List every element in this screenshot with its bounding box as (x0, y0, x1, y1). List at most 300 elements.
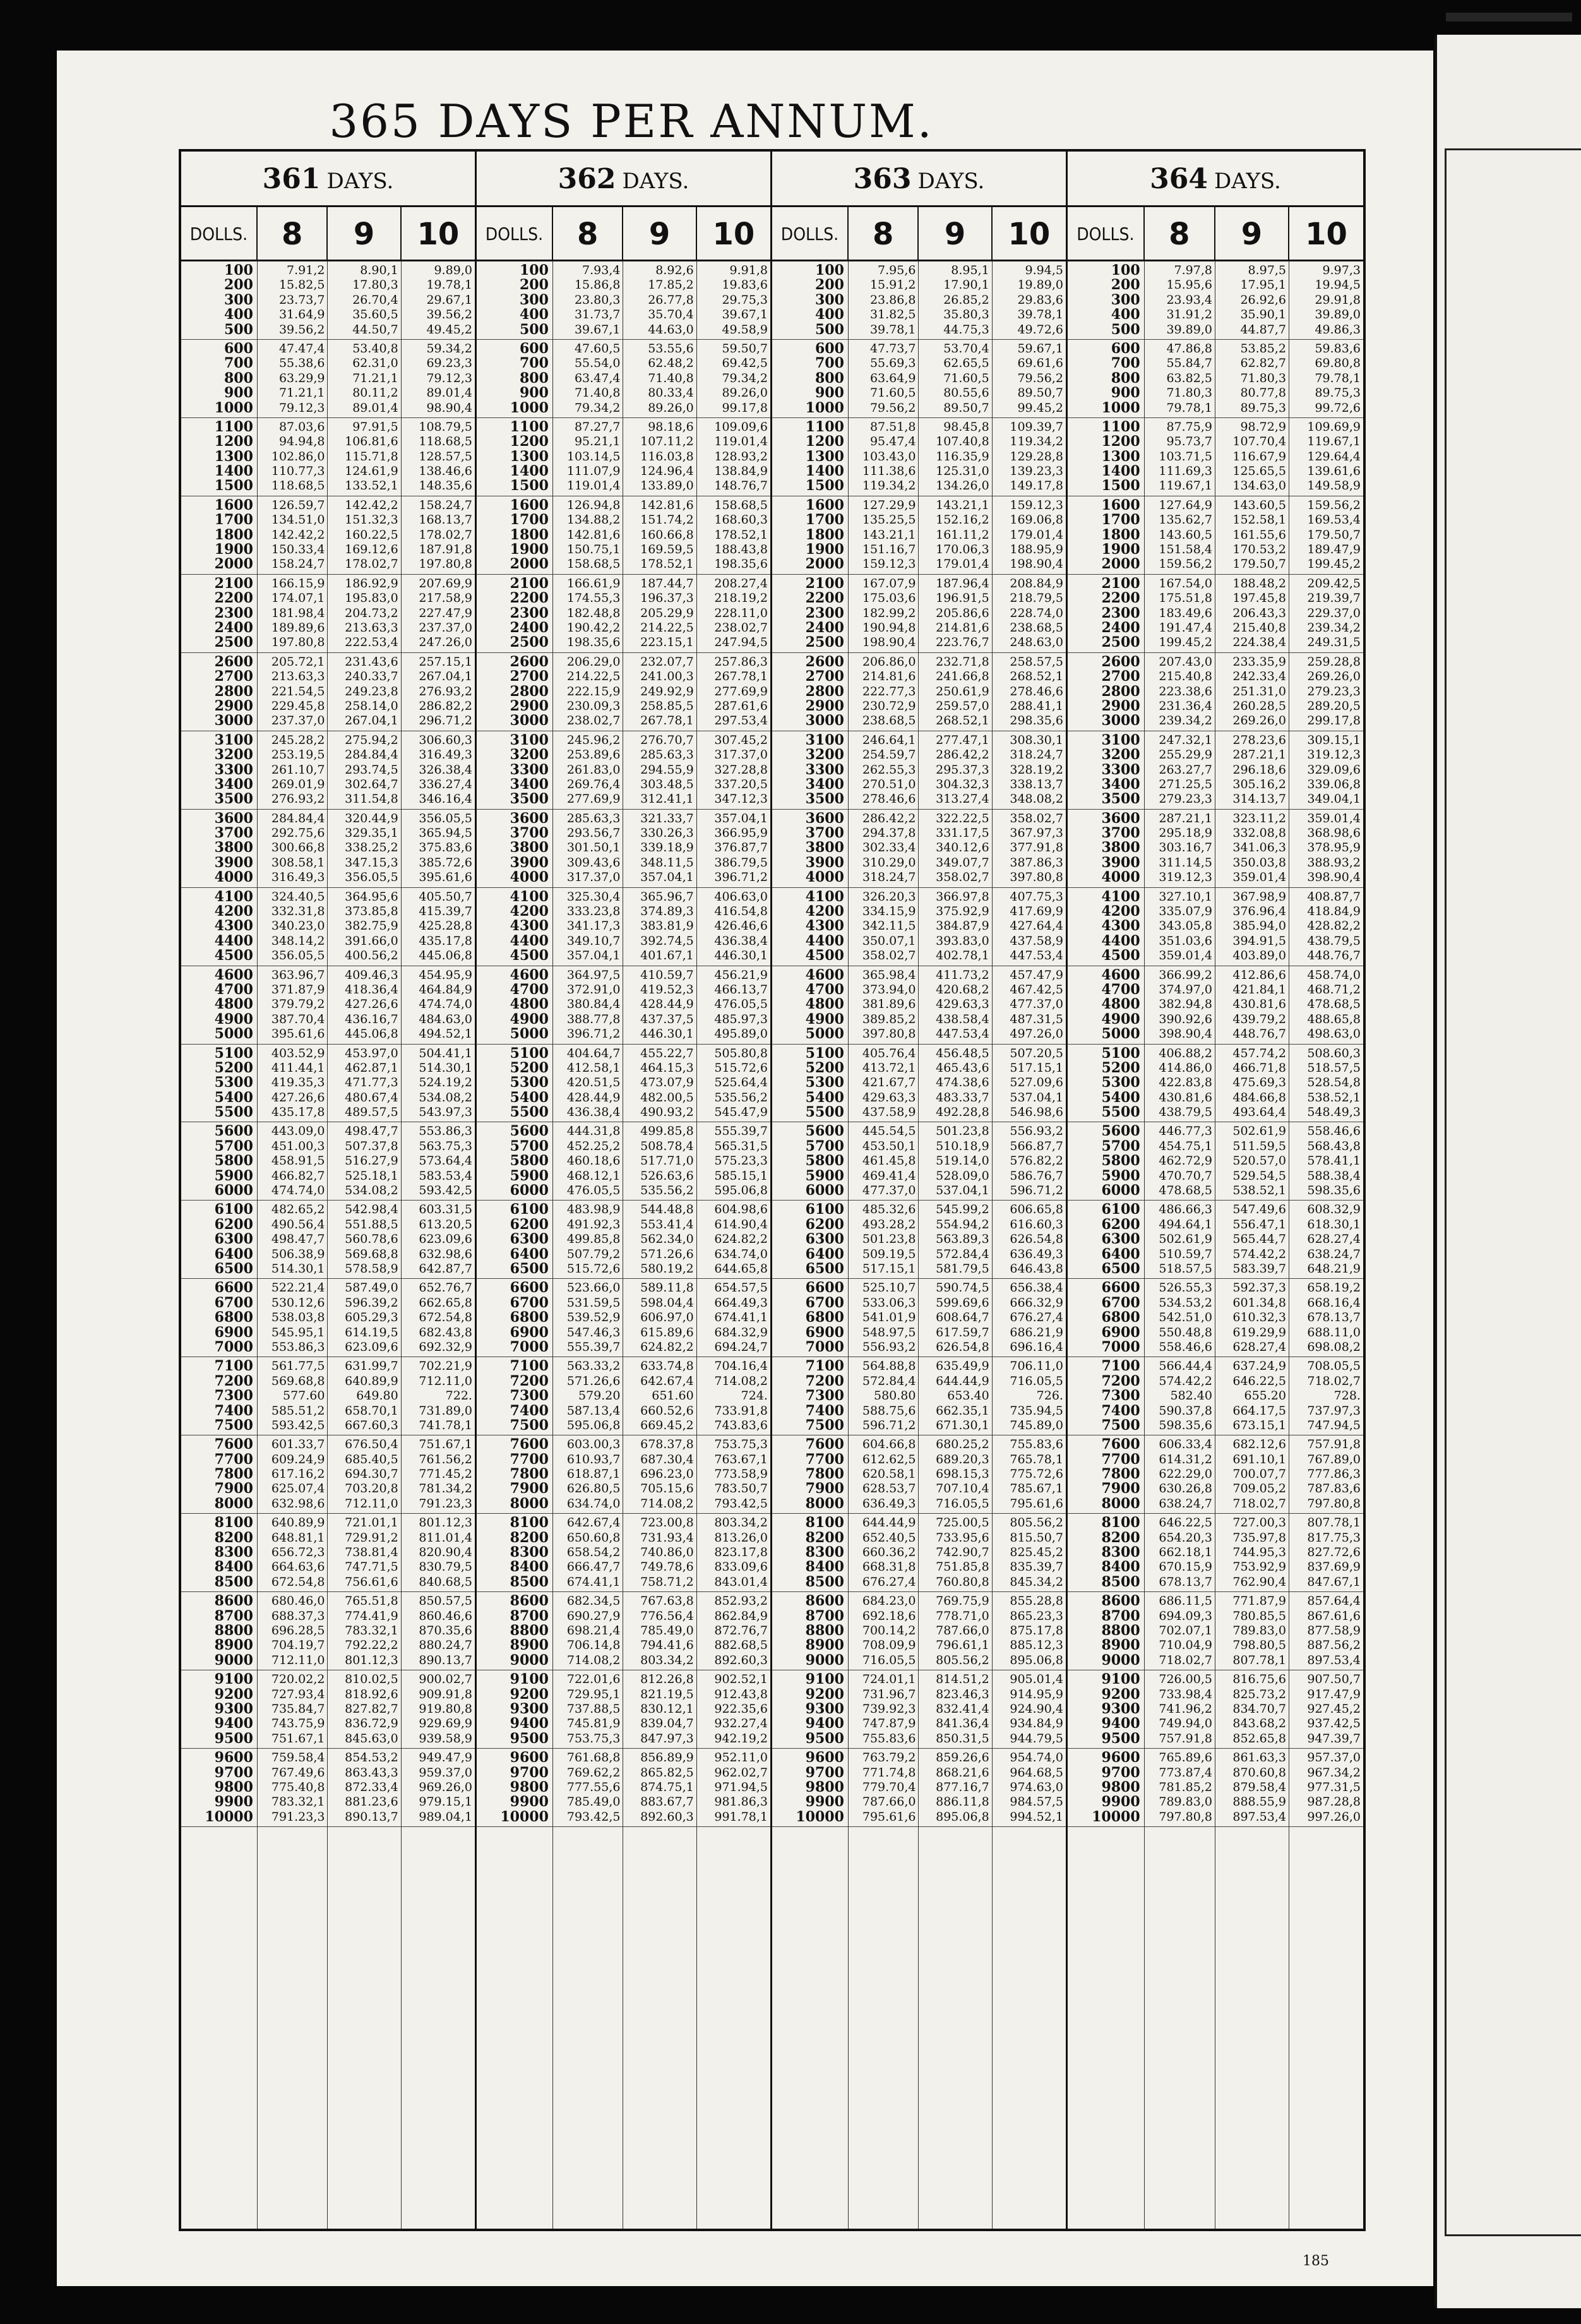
row-group (1145, 418, 1215, 496)
interest-value: 430.81,6 (1232, 997, 1286, 1012)
row-group (328, 653, 400, 731)
dollar-amount: 4700 (1101, 982, 1140, 998)
interest-value: 724. (741, 1389, 768, 1403)
dollar-amount: 7900 (510, 1482, 549, 1497)
interest-value: 678.13,7 (1307, 1310, 1361, 1325)
dollar-amount: 1300 (510, 449, 549, 465)
dollar-amount: 5300 (1101, 1075, 1140, 1091)
dollar-amount: 6900 (805, 1325, 844, 1340)
interest-value: 160.22,5 (345, 527, 398, 542)
interest-value: 555.39,7 (566, 1339, 621, 1354)
interest-value: 716.05,5 (936, 1496, 989, 1511)
interest-value: 63.47,4 (574, 371, 621, 385)
interest-value: 267.78,1 (714, 669, 768, 684)
interest-value: 485.97,3 (714, 1012, 768, 1026)
interest-value: 429.63,3 (862, 1090, 916, 1105)
row-group (553, 1514, 623, 1592)
interest-value: 840.68,5 (419, 1574, 472, 1589)
dollar-amount: 2600 (214, 654, 253, 670)
interest-value: 942.19,2 (714, 1731, 768, 1746)
dollar-amount: 3400 (805, 777, 844, 793)
interest-value: 109.39,7 (1010, 419, 1063, 434)
row-group (402, 1592, 475, 1670)
interest-value: 678.13,7 (1159, 1574, 1212, 1589)
interest-value: 135.25,5 (862, 513, 916, 527)
row-group (919, 1122, 991, 1201)
dollar-amount: 8600 (510, 1594, 549, 1609)
interest-value: 798.80,5 (1232, 1638, 1286, 1653)
interest-value: 556.93,2 (862, 1339, 916, 1354)
interest-value: 566.44,4 (1159, 1359, 1212, 1374)
interest-value: 761.68,8 (566, 1751, 621, 1765)
dollar-amount: 9600 (805, 1751, 844, 1766)
interest-value: 326.38,4 (419, 762, 472, 777)
interest-value: 738.81,4 (345, 1545, 398, 1560)
interest-value: 534.08,2 (419, 1090, 472, 1105)
interest-value: 304.32,3 (936, 777, 989, 791)
row-group (1068, 575, 1144, 653)
interest-value: 301.50,1 (566, 841, 621, 855)
interest-value: 44.63,0 (648, 322, 694, 337)
interest-value: 348.14,2 (271, 933, 325, 948)
interest-value: 709.05,2 (1232, 1482, 1286, 1496)
dollar-amount: 6800 (510, 1310, 549, 1326)
dollar-amount: 1400 (805, 464, 844, 479)
row-group (919, 888, 991, 966)
interest-value: 548.97,5 (862, 1325, 916, 1339)
interest-value: 63.82,5 (1166, 371, 1212, 385)
row-group (772, 653, 848, 731)
interest-value: 735.94,5 (1010, 1403, 1063, 1418)
interest-value: 307.45,2 (714, 733, 768, 747)
row-group (772, 418, 848, 496)
interest-value: 170.06,3 (936, 542, 989, 557)
interest-value: 458.74,0 (1307, 967, 1361, 982)
interest-value: 69.61,6 (1017, 356, 1063, 371)
interest-value: 411.73,2 (936, 967, 989, 982)
row-group (623, 888, 696, 966)
interest-value: 656.38,4 (1010, 1281, 1063, 1295)
interest-value: 817.75,3 (1307, 1530, 1361, 1545)
interest-value: 580.80 (874, 1389, 916, 1403)
interest-value: 662.35,1 (936, 1403, 989, 1418)
interest-value: 357.04,1 (566, 949, 621, 963)
interest-value: 448.76,7 (1307, 949, 1361, 963)
dollar-amount: 9600 (1101, 1751, 1140, 1766)
interest-value: 803.34,2 (640, 1653, 694, 1667)
dollar-amount: 1600 (805, 498, 844, 513)
interest-value: 823.46,3 (936, 1687, 989, 1701)
row-group (1145, 1749, 1215, 1827)
row-group (553, 340, 623, 418)
interest-value: 26.77,8 (648, 292, 694, 307)
dollar-amount: 3500 (1101, 792, 1140, 807)
interest-value: 53.85,2 (1240, 341, 1286, 356)
interest-value: 62.65,5 (943, 356, 989, 371)
interest-value: 363.96,7 (271, 967, 325, 982)
interest-value: 7.97,8 (1174, 263, 1212, 277)
interest-value: 340.23,0 (271, 919, 325, 933)
interest-value: 735.84,7 (271, 1701, 325, 1716)
dollar-amount: 7800 (1101, 1467, 1140, 1482)
dollar-amount: 2400 (214, 620, 253, 636)
interest-value: 765.51,8 (345, 1594, 398, 1608)
dollar-amount: 6700 (805, 1295, 844, 1311)
row-group (1068, 1122, 1144, 1201)
rate-header: 8 (258, 207, 328, 260)
interest-value: 702.21,9 (419, 1359, 472, 1374)
dollar-amount: 1900 (805, 542, 844, 558)
interest-value: 237.37,0 (419, 620, 472, 635)
interest-value: 771.87,9 (1232, 1594, 1286, 1608)
dollar-amount: 700 (224, 356, 253, 371)
interest-value: 468.12,1 (566, 1168, 621, 1183)
dollar-amount: 7600 (1101, 1437, 1140, 1452)
interest-value: 733.98,4 (1159, 1687, 1212, 1701)
dollar-amount: 8500 (1101, 1574, 1140, 1590)
interest-value: 106.81,6 (345, 434, 398, 449)
dollar-amount: 3600 (1101, 811, 1140, 827)
dollar-amount: 5100 (214, 1046, 253, 1061)
dollar-amount: 7400 (510, 1403, 549, 1418)
dollar-amount: 8500 (805, 1574, 844, 1590)
interest-value: 324.40,5 (271, 889, 325, 904)
interest-value: 49.58,9 (722, 322, 768, 337)
row-group (993, 1279, 1066, 1357)
interest-value: 286.42,2 (862, 811, 916, 825)
row-group (553, 1279, 623, 1357)
interest-value: 590.74,5 (936, 1281, 989, 1295)
interest-value: 59.67,1 (1017, 341, 1063, 356)
interest-value: 648.81,1 (271, 1530, 325, 1545)
interest-value: 320.44,9 (345, 811, 398, 825)
row-group (258, 731, 328, 810)
dollar-amount: 8800 (1101, 1623, 1140, 1639)
interest-value: 724.01,1 (862, 1672, 916, 1687)
interest-value: 528.09,0 (936, 1168, 989, 1183)
interest-value: 997.26,0 (1307, 1809, 1361, 1824)
interest-value: 268.52,1 (1010, 669, 1063, 684)
interest-value: 89.50,7 (1017, 386, 1063, 400)
dollar-amount: 2000 (214, 557, 253, 572)
interest-value: 465.43,6 (936, 1060, 989, 1075)
interest-value: 587.49,0 (345, 1281, 398, 1295)
interest-value: 558.46,6 (1159, 1339, 1212, 1354)
row-group (553, 418, 623, 496)
dollar-amount: 8000 (214, 1496, 253, 1512)
rate-header: 8 (553, 207, 624, 260)
interest-value: 515.72,6 (714, 1060, 768, 1075)
row-group (402, 1045, 475, 1123)
interest-value: 927.45,2 (1307, 1701, 1361, 1716)
interest-value: 31.82,5 (869, 308, 916, 322)
interest-value: 868.21,6 (936, 1765, 989, 1780)
dollar-amount: 6200 (1101, 1217, 1140, 1233)
interest-value: 182.48,8 (566, 606, 621, 620)
dollar-amount: 1400 (1101, 464, 1140, 479)
interest-value: 630.26,8 (1159, 1482, 1212, 1496)
interest-value: 213.63,3 (271, 669, 325, 684)
dollar-amount: 2000 (1101, 557, 1140, 572)
interest-value: 341.06,3 (1232, 841, 1286, 855)
interest-value: 29.91,8 (1315, 292, 1361, 307)
row-group (477, 1201, 552, 1279)
interest-value: 626.80,5 (566, 1482, 621, 1496)
interest-value: 190.42,2 (566, 620, 621, 635)
interest-value: 725.00,5 (936, 1516, 989, 1530)
days-block-363 (772, 152, 1068, 2229)
row-group (697, 810, 770, 888)
row-group (402, 1749, 475, 1827)
interest-value: 556.47,1 (1232, 1217, 1286, 1231)
dollar-amount: 5100 (805, 1046, 844, 1061)
interest-value: 634.74,0 (714, 1247, 768, 1261)
interest-value: 300.66,8 (271, 841, 325, 855)
dollar-amount: 700 (1111, 356, 1140, 371)
dollar-amount: 2500 (214, 635, 253, 650)
interest-value: 178.52,1 (640, 557, 694, 572)
interest-value: 474.38,6 (936, 1075, 989, 1090)
row-group (402, 1201, 475, 1279)
row-group (181, 1670, 257, 1749)
interest-value: 55.54,0 (574, 356, 621, 371)
interest-value: 850.31,5 (936, 1731, 989, 1746)
row-group (1068, 966, 1144, 1045)
interest-value: 323.11,2 (1232, 811, 1286, 825)
interest-value: 676.27,4 (862, 1574, 916, 1589)
interest-value: 436.16,7 (345, 1012, 398, 1026)
interest-value: 404.64,7 (566, 1046, 621, 1060)
dollar-amount: 8700 (805, 1608, 844, 1624)
interest-value: 341.17,3 (566, 919, 621, 933)
interest-value: 632.98,6 (419, 1247, 472, 1261)
interest-value: 97.91,5 (352, 419, 398, 434)
interest-value: 617.16,2 (271, 1467, 325, 1482)
interest-value: 394.91,5 (1232, 933, 1286, 948)
row-group (993, 653, 1066, 731)
interest-value: 29.75,3 (722, 292, 768, 307)
interest-value: 119.01,4 (566, 479, 621, 493)
interest-value: 475.69,3 (1232, 1075, 1286, 1090)
interest-value: 696.23,0 (640, 1467, 694, 1482)
interest-value: 718.02,7 (1232, 1496, 1286, 1511)
interest-value: 574.42,2 (1232, 1247, 1286, 1261)
interest-value: 214.81,6 (862, 669, 916, 684)
interest-value: 331.17,5 (936, 826, 989, 841)
interest-value: 783.32,1 (345, 1623, 398, 1638)
dollar-amount: 8000 (510, 1496, 549, 1512)
dollar-amount: 9800 (805, 1780, 844, 1795)
interest-value: 435.17,8 (271, 1105, 325, 1120)
row-group (402, 966, 475, 1045)
interest-value: 373.85,8 (345, 904, 398, 919)
interest-value: 447.53,4 (1010, 949, 1063, 963)
interest-value: 582.40 (1170, 1389, 1212, 1403)
interest-value: 596.71,2 (862, 1418, 916, 1432)
interest-value: 696.28,5 (271, 1623, 325, 1638)
interest-value: 419.35,3 (271, 1075, 325, 1090)
interest-value: 445.54,5 (862, 1124, 916, 1139)
interest-value: 99.45,2 (1017, 400, 1063, 415)
interest-value: 127.29,9 (862, 498, 916, 512)
row-group (623, 1670, 696, 1749)
row-group (1145, 261, 1215, 340)
row-group (553, 1749, 623, 1827)
dollar-amount: 5500 (1101, 1105, 1140, 1120)
interest-value: 862.84,9 (714, 1608, 768, 1623)
interest-value: 213.63,3 (345, 620, 398, 635)
interest-value: 17.95,1 (1240, 278, 1286, 292)
interest-value: 510.59,7 (1159, 1247, 1212, 1261)
interest-value: 571.26,6 (640, 1247, 694, 1261)
interest-value: 150.33,4 (271, 542, 325, 557)
dollar-amount: 3000 (510, 714, 549, 729)
interest-value: 686.11,5 (1159, 1594, 1212, 1608)
dollar-amount: 2700 (214, 669, 253, 685)
interest-value: 167.54,0 (1159, 576, 1212, 590)
interest-value: 569.68,8 (271, 1374, 325, 1388)
dollar-amount: 1000 (805, 400, 844, 416)
row-group (623, 418, 696, 496)
interest-value: 454.75,1 (1159, 1139, 1212, 1153)
dollar-amount: 3200 (214, 748, 253, 763)
row-group (328, 1670, 400, 1749)
dollar-amount: 4200 (1101, 904, 1140, 919)
dollar-amount: 2400 (510, 620, 549, 636)
interest-value: 704.19,7 (271, 1638, 325, 1653)
interest-value: 152.58,1 (1232, 513, 1286, 527)
dollar-amount: 8300 (510, 1545, 549, 1560)
row-group (1289, 1592, 1363, 1670)
interest-value: 247.32,1 (1159, 733, 1212, 747)
interest-value: 444.31,8 (566, 1124, 621, 1139)
interest-value: 658.70,1 (345, 1403, 398, 1418)
dollar-amount: 300 (1111, 292, 1140, 308)
interest-value: 528.54,8 (1307, 1075, 1361, 1090)
interest-value: 457.74,2 (1232, 1046, 1286, 1060)
interest-value: 562.34,0 (640, 1232, 694, 1247)
interest-value: 98.45,8 (943, 419, 989, 434)
interest-value: 312.41,1 (640, 792, 694, 806)
dollar-amount: 1600 (214, 498, 253, 513)
interest-value: 795.61,6 (862, 1809, 916, 1824)
dollar-amount: 7000 (214, 1339, 253, 1355)
interest-value: 696.16,4 (1010, 1339, 1063, 1354)
interest-value: 905.01,4 (1010, 1672, 1063, 1687)
row-group (1068, 1514, 1144, 1592)
row-group (849, 810, 919, 888)
interest-value: 414.86,0 (1159, 1060, 1212, 1075)
row-group (697, 418, 770, 496)
interest-value: 660.36,2 (862, 1545, 916, 1560)
dollar-amount: 3300 (510, 762, 549, 777)
row-group (697, 1435, 770, 1514)
row-group (328, 1435, 400, 1514)
interest-value: 464.15,3 (640, 1060, 694, 1075)
interest-value: 175.03,6 (862, 591, 916, 606)
interest-value: 815.50,7 (1010, 1530, 1063, 1545)
dollar-amount: 3500 (214, 792, 253, 807)
dollar-amount: 1900 (510, 542, 549, 558)
interest-value: 637.24,9 (1232, 1359, 1286, 1374)
block-title (477, 152, 770, 207)
row-group (258, 1749, 328, 1827)
interest-value: 278.46,6 (1010, 684, 1063, 698)
row-group (993, 1122, 1066, 1201)
dollar-amount: 2500 (1101, 635, 1140, 650)
dollar-amount: 6100 (805, 1202, 844, 1218)
dollar-amount: 5800 (1101, 1154, 1140, 1169)
dollar-amount: 100 (1111, 263, 1140, 279)
interest-value: 261.10,7 (271, 762, 325, 777)
dollar-amount: 7600 (510, 1437, 549, 1452)
dollar-amount: 6700 (510, 1295, 549, 1311)
interest-value: 548.49,3 (1307, 1105, 1361, 1120)
dollar-amount: 5400 (214, 1090, 253, 1106)
dollar-amount: 500 (224, 322, 253, 337)
interest-value: 276.70,7 (640, 733, 694, 747)
row-group (402, 340, 475, 418)
interest-value: 763.67,1 (714, 1452, 768, 1466)
interest-value: 546.98,6 (1010, 1105, 1063, 1120)
interest-value: 964.68,5 (1010, 1765, 1063, 1780)
interest-value: 495.89,0 (714, 1027, 768, 1041)
row-group (849, 340, 919, 418)
row-group (772, 731, 848, 810)
interest-value: 295.18,9 (1159, 826, 1212, 841)
block-title (772, 152, 1066, 207)
row-group (1289, 731, 1363, 810)
row-group (328, 261, 400, 340)
interest-value: 426.46,6 (714, 919, 768, 933)
interest-value: 135.62,7 (1159, 513, 1212, 527)
dollar-amount: 800 (224, 371, 253, 386)
dollar-amount: 8100 (510, 1516, 549, 1531)
interest-value: 39.67,1 (722, 308, 768, 322)
dollar-amount: 8100 (214, 1516, 253, 1531)
interest-value: 197.45,8 (1232, 591, 1286, 606)
row-group (1068, 888, 1144, 966)
dollar-amount: 9700 (214, 1765, 253, 1780)
interest-value: 553.41,4 (640, 1217, 694, 1231)
interest-value: 102.86,0 (271, 449, 325, 464)
interest-value: 765.89,6 (1159, 1751, 1212, 1765)
interest-value: 403.52,9 (271, 1046, 325, 1060)
row-group (553, 1045, 623, 1123)
dollar-amount: 2900 (1101, 698, 1140, 714)
interest-value: 367.98,9 (1232, 889, 1286, 904)
row-group (849, 1670, 919, 1749)
interest-value: 222.77,3 (862, 684, 916, 698)
interest-value: 466.82,7 (271, 1168, 325, 1183)
row-group (697, 1592, 770, 1670)
interest-value: 664.17,5 (1232, 1403, 1286, 1418)
interest-value: 221.54,5 (271, 684, 325, 698)
interest-value: 769.62,2 (566, 1765, 621, 1780)
interest-value: 653.40 (947, 1389, 989, 1403)
interest-value: 731.93,4 (640, 1530, 694, 1545)
interest-value: 989.04,1 (419, 1809, 472, 1824)
interest-value: 71.21,1 (352, 371, 398, 385)
dollar-amount: 6000 (805, 1183, 844, 1199)
dollar-amount: 2100 (1101, 576, 1140, 592)
interest-value: 488.65,8 (1307, 1012, 1361, 1026)
interest-value: 109.69,9 (1307, 419, 1361, 434)
interest-value: 366.97,8 (936, 889, 989, 904)
interest-value: 907.50,7 (1307, 1672, 1361, 1687)
interest-value: 812.26,8 (640, 1672, 694, 1687)
dollar-amount: 9400 (1101, 1716, 1140, 1732)
